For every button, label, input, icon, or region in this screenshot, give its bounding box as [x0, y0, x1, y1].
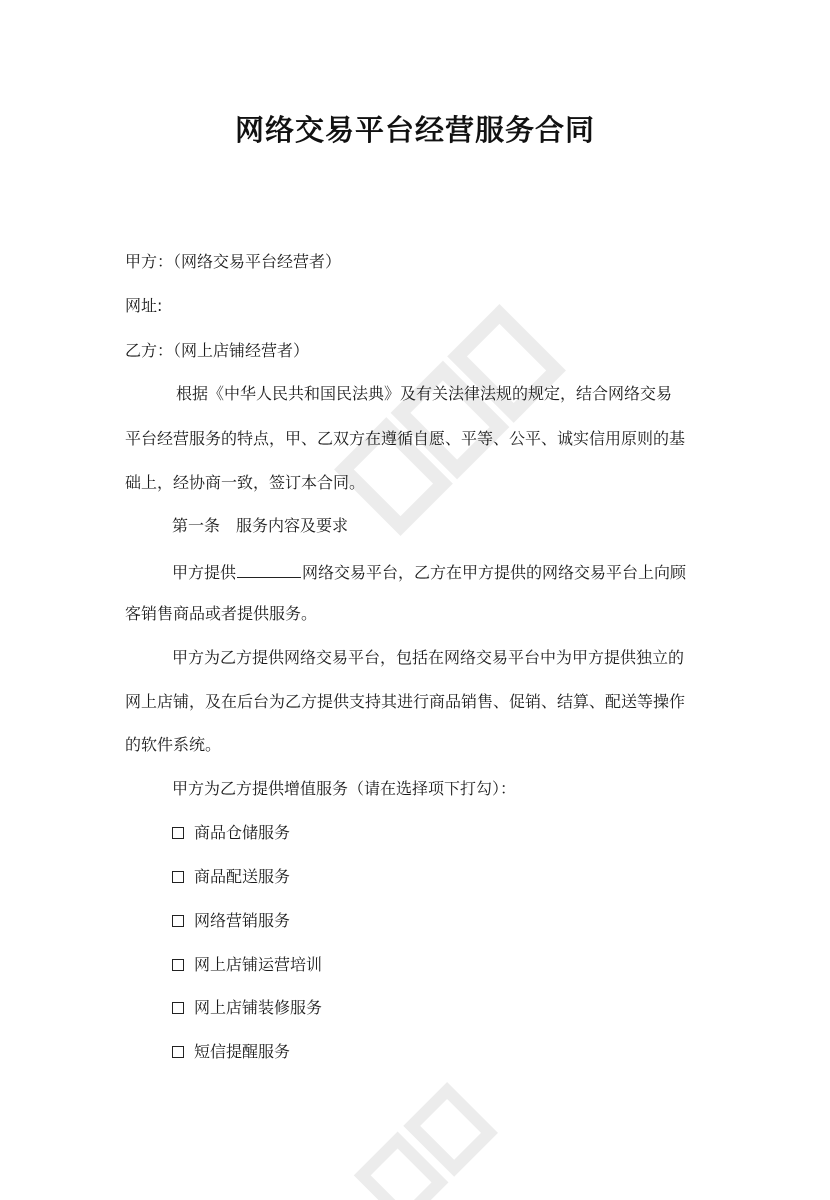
- checkbox-icon[interactable]: [172, 827, 184, 839]
- service-label: 网上店铺运营培训: [194, 955, 323, 974]
- website-line: 网址:: [125, 296, 163, 315]
- para-2-line-2: 网上店铺，及在后台为乙方提供支持其进行商品销售、促销、结算、配送等操作: [125, 692, 686, 711]
- checkbox-icon[interactable]: [172, 871, 184, 883]
- document-title: 网络交易平台经营服务合同: [234, 113, 595, 147]
- checkbox-icon[interactable]: [172, 1002, 184, 1014]
- service-label: 商品仓储服务: [194, 823, 291, 842]
- service-label: 短信提醒服务: [194, 1042, 291, 1061]
- service-option: [172, 954, 322, 976]
- para-1-line-1: [172, 559, 686, 584]
- article-1-heading: 第一条 服务内容及要求: [172, 516, 349, 535]
- service-label: 网上店铺装修服务: [194, 998, 323, 1017]
- service-option: [172, 1041, 290, 1063]
- service-option: [172, 910, 290, 932]
- party-b-line: 乙方：（网上店铺经营者）: [125, 341, 310, 360]
- service-label: 网络营销服务: [194, 911, 291, 930]
- service-option: [172, 866, 290, 888]
- para-1-text-a: 甲方提供: [172, 563, 237, 582]
- service-option: [172, 997, 322, 1019]
- fill-in-blank[interactable]: [237, 559, 301, 578]
- service-label: 商品配送服务: [194, 867, 291, 886]
- service-option: [172, 822, 290, 844]
- para-2-line-1: 甲方为乙方提供网络交易平台，包括在网络交易平台中为甲方提供独立的: [172, 648, 685, 667]
- para-3-line: 甲方为乙方提供增值服务（请在选择项下打勾）：: [172, 779, 517, 798]
- preamble-line-1: 根据《中华人民共和国民法典》及有关法律法规的规定，结合网络交易: [176, 384, 673, 403]
- para-1-text-b: 网络交易平台，乙方在甲方提供的网络交易平台上向顾: [302, 563, 687, 582]
- preamble-line-3: 础上，经协商一致，签订本合同。: [125, 473, 366, 492]
- para-2-line-3: 的软件系统。: [125, 735, 222, 754]
- checkbox-icon[interactable]: [172, 915, 184, 927]
- checkbox-icon[interactable]: [172, 959, 184, 971]
- watermark-graphic-bottom: [330, 1080, 550, 1200]
- para-1-line-2: 客销售商品或者提供服务。: [125, 604, 318, 623]
- party-a-line: 甲方：（网络交易平台经营者）: [125, 252, 342, 271]
- preamble-line-2: 平台经营服务的特点，甲、乙双方在遵循自愿、平等、公平、诚实信用原则的基: [125, 429, 686, 448]
- checkbox-icon[interactable]: [172, 1046, 184, 1058]
